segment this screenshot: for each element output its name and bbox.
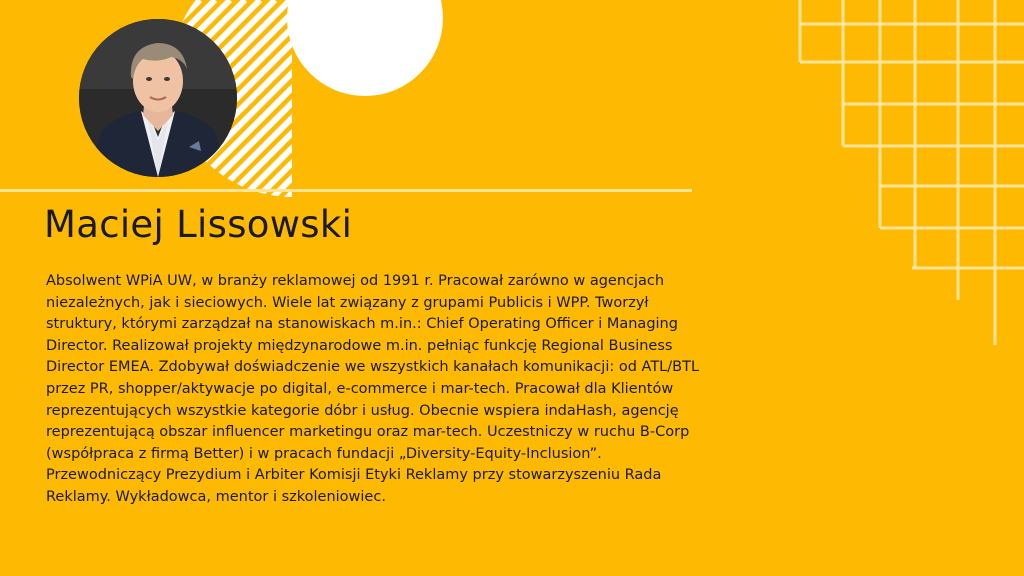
stripe-line (450, 0, 710, 260)
divider-line (0, 189, 692, 192)
grid-pattern (800, 0, 1024, 345)
speaker-photo (79, 19, 237, 177)
stripe-line (510, 0, 770, 260)
stripe-line (495, 0, 755, 260)
speaker-name: Maciej Lissowski (44, 203, 353, 246)
speaker-bio: Absolwent WPiA UW, w branży reklamowej od 1991 r. Pracował zarówno w agencjach niezależnych, jak i sieciowych. Wiele lat związany z grupami Publicis i WPP. Tworzył struktury, którymi zarządzał na stanowiskach m.in.: Chief Operating Officer i Managing Director. Realizował projekty międzynarodowe m.in. pełniąc funkcję Regional Business Director EMEA. Zdobywał doświadczenie we wszystkich kanałach komunikacji: od ATL/BTL przez PR, shopper/aktywacje po digital, e-commerce i mar-tech. Pracował dla Klientów reprezentujących wszystkie kategorie dóbr i usług. Obecnie wspiera indaHash, agencję reprezentującą obszar influencer marketingu oraz mar-tech. Uczestniczy w ruchu B-Corp (współpraca z firmą Better) i w pracach fundacji „Diversity-Equity-Inclusion”. Przewodniczący Prezydium i Arbiter Komisji Etyki Reklamy przy stowarzyszeniu Rada Reklamy. Wykładowca, mentor i szkoleniowiec. (46, 273, 700, 505)
white-circle-shape (287, 0, 443, 96)
stripe-line (480, 0, 740, 260)
stripe-line (405, 0, 665, 260)
stripe-line (420, 0, 680, 260)
stripe-line (465, 0, 725, 260)
stripe-line (435, 0, 695, 260)
portrait-photo (79, 19, 237, 177)
